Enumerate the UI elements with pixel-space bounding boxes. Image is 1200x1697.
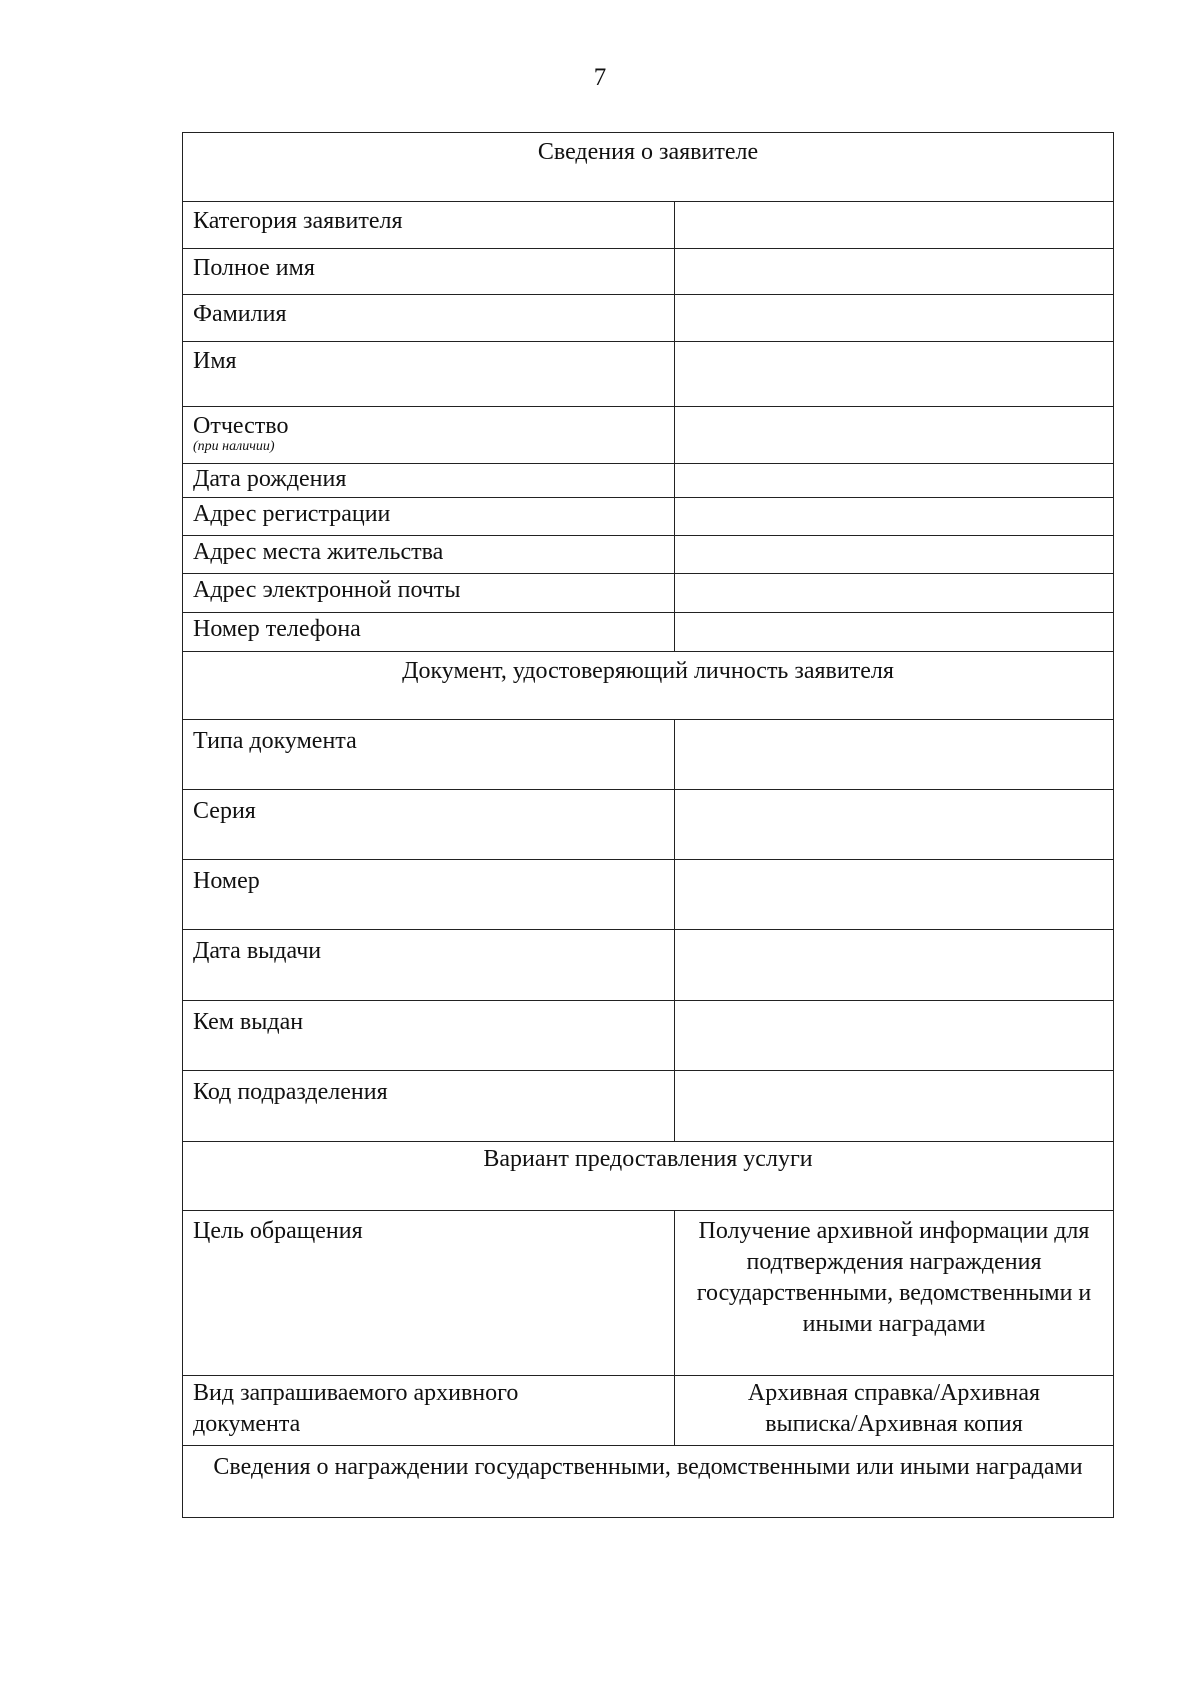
first-name-value-field[interactable] bbox=[675, 342, 1113, 406]
number-value-field[interactable] bbox=[675, 860, 1113, 929]
form-row-phone bbox=[183, 612, 1113, 651]
field-note: (при наличии) bbox=[193, 439, 275, 454]
field-label: Код подразделения bbox=[183, 1071, 675, 1141]
section-title: Сведения о награждении государственными, ведомственными или иными наградами bbox=[213, 1454, 1083, 1480]
section-title: Вариант предоставления услуги bbox=[483, 1146, 813, 1172]
form-row-document-kind bbox=[183, 1375, 1113, 1445]
purpose-value: Получение архивной информации для подтверждения награждения государственными, ведомственными и иными наградами bbox=[696, 1218, 1092, 1337]
issued-by-value-field[interactable] bbox=[675, 1001, 1113, 1070]
form-row-category bbox=[183, 201, 1113, 248]
application-form-table bbox=[182, 132, 1114, 1518]
field-label: Дата выдачи bbox=[183, 930, 675, 1000]
residence-address-value-field[interactable] bbox=[675, 536, 1113, 573]
field-label: Кем выдан bbox=[183, 1001, 675, 1070]
document-kind-value: Архивная справка/Архивная выписка/Архивная копия bbox=[747, 1380, 1041, 1437]
form-row-patronymic bbox=[183, 406, 1113, 463]
issue-date-value-field[interactable] bbox=[675, 930, 1113, 1000]
section-title: Сведения о заявителе bbox=[537, 139, 759, 165]
form-row-surname bbox=[183, 294, 1113, 341]
section-header-awards bbox=[183, 1445, 1113, 1517]
field-label: Фамилия bbox=[183, 295, 675, 341]
form-row-issued-by bbox=[183, 1000, 1113, 1070]
email-value-field[interactable] bbox=[675, 574, 1113, 612]
form-row-issue-date bbox=[183, 929, 1113, 1000]
form-row-number bbox=[183, 859, 1113, 929]
field-label: Адрес электронной почты bbox=[183, 574, 675, 612]
document-type-value-field[interactable] bbox=[675, 720, 1113, 789]
field-label: Номер bbox=[183, 860, 675, 929]
field-label: Серия bbox=[183, 790, 675, 859]
full-name-value-field[interactable] bbox=[675, 249, 1113, 294]
form-row-document-type bbox=[183, 719, 1113, 789]
registration-address-value-field[interactable] bbox=[675, 498, 1113, 535]
page-number: 7 bbox=[593, 64, 607, 91]
series-value-field[interactable] bbox=[675, 790, 1113, 859]
phone-value-field[interactable] bbox=[675, 613, 1113, 651]
field-label-with-note bbox=[183, 407, 675, 463]
field-label: Вид запрашиваемого архивного документа bbox=[183, 1376, 675, 1445]
form-row-birth-date bbox=[183, 463, 1113, 497]
field-label: Типа документа bbox=[183, 720, 675, 789]
section-header-applicant bbox=[183, 133, 1113, 201]
field-label: Имя bbox=[183, 342, 675, 406]
form-row-email bbox=[183, 573, 1113, 612]
section-header-service-variant bbox=[183, 1141, 1113, 1210]
field-label: Номер телефона bbox=[183, 613, 675, 651]
field-label: Адрес места жительства bbox=[183, 536, 675, 573]
form-row-full-name bbox=[183, 248, 1113, 294]
surname-value-field[interactable] bbox=[675, 295, 1113, 341]
field-label: Цель обращения bbox=[183, 1211, 675, 1375]
form-row-purpose bbox=[183, 1210, 1113, 1375]
category-value-field[interactable] bbox=[675, 202, 1113, 248]
field-label: Адрес регистрации bbox=[183, 498, 675, 535]
field-label: Дата рождения bbox=[183, 464, 675, 497]
form-row-first-name bbox=[183, 341, 1113, 406]
department-code-value-field[interactable] bbox=[675, 1071, 1113, 1141]
field-label: Отчество bbox=[193, 413, 289, 439]
section-header-identity-document bbox=[183, 651, 1113, 719]
form-row-department-code bbox=[183, 1070, 1113, 1141]
field-label: Полное имя bbox=[183, 249, 675, 294]
form-row-registration-address bbox=[183, 497, 1113, 535]
form-row-residence-address bbox=[183, 535, 1113, 573]
form-row-series bbox=[183, 789, 1113, 859]
section-title: Документ, удостоверяющий личность заявителя bbox=[402, 658, 894, 684]
birth-date-value-field[interactable] bbox=[675, 464, 1113, 497]
patronymic-value-field[interactable] bbox=[675, 407, 1113, 463]
field-label: Категория заявителя bbox=[183, 202, 675, 248]
